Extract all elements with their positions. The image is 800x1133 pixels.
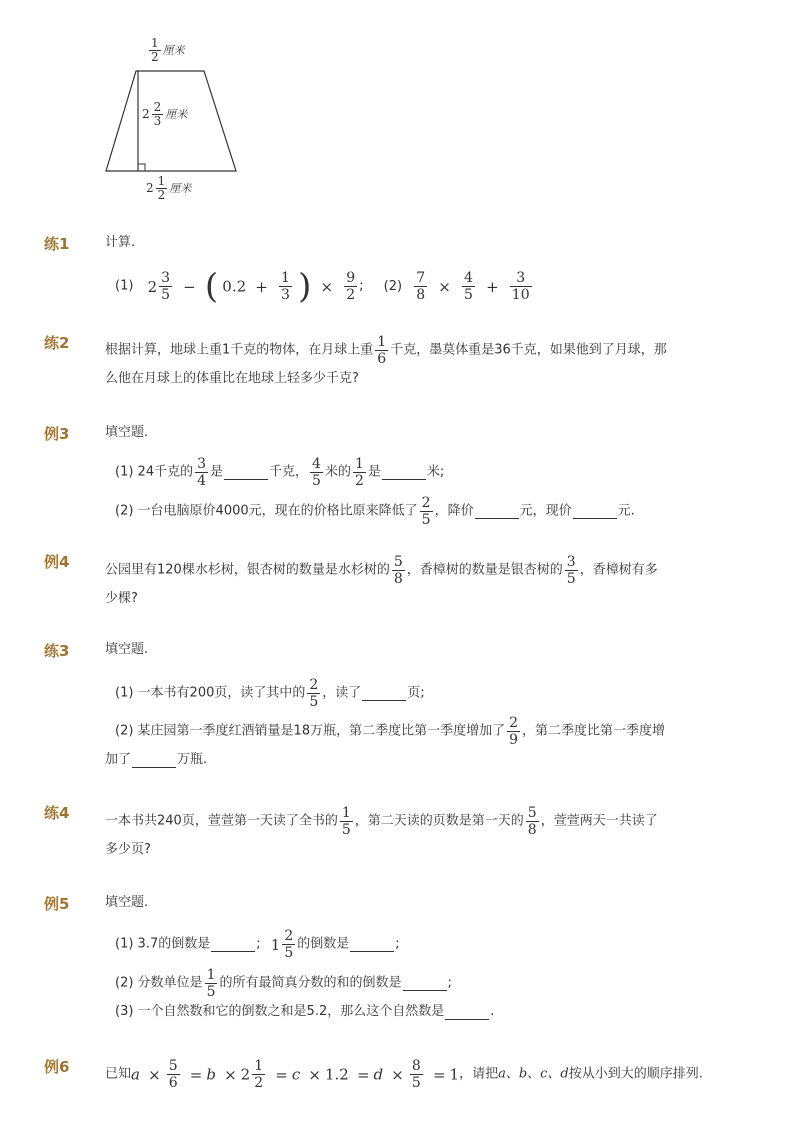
problem-text: 少棵? — [105, 591, 138, 606]
figure-bottom-label: 2 $\frac{1}{2}$ 厘米 — [146, 174, 192, 202]
problem-label: 练3 — [44, 642, 70, 660]
problem-intro: 计算. — [105, 235, 136, 250]
problem-text: 多少页? — [105, 842, 151, 857]
problem-label: 例4 — [44, 553, 70, 571]
expression-line: (1) 2 $\frac{3}{5}$ − ( 0.2 + $\frac{1}{3}$ ) × $\frac{9}{2}$ ; (2) $\frac{7}{8}$ × $\frac{4}{5}$ + $\frac{3}{10}$ — [115, 266, 530, 307]
problem-intro: 填空题. — [105, 642, 149, 657]
answer-blank[interactable] — [362, 686, 406, 701]
problem-intro: 填空题. — [105, 425, 149, 440]
fill-in-line: (3) 一个自然数和它的倒数之和是5.2，那么这个自然数是 . — [115, 1004, 495, 1019]
fill-in-line: (2) 分数单位是 $\frac{1}{5}$ 的所有最简真分数的和的倒数是 ; — [115, 967, 452, 1000]
problem-text: 根据计算，地球上重1千克的物体，在月球上重 $\frac{1}{6}$ 千克，墨莫体重是36千克，如果他到了月球，那 — [105, 334, 667, 367]
problem-intro: 填空题. — [105, 895, 149, 910]
fill-in-line: (2) 某庄园第一季度红酒销量是18万瓶，第二季度比第一季度增加了 $\frac{2}{9}$ ，第二季度比第一季度增 — [115, 715, 666, 748]
fill-in-line: (1) 3.7的倒数是 ; 1 $\frac{2}{5}$ 的倒数是 ; — [115, 928, 400, 961]
problem-text: 一本书共240页，萱萱第一天读了全书的 $\frac{1}{5}$ ，第二天读的页数是第一天的 $\frac{5}{8}$ ，萱萱两天一共读了 — [105, 805, 658, 838]
fill-in-line: (2) 一台电脑原价4000元，现在的价格比原来降低了 $\frac{2}{5}$ ，降价 元，现价 元. — [115, 495, 635, 528]
answer-blank[interactable] — [350, 937, 394, 952]
answer-blank[interactable] — [211, 937, 255, 952]
problem-text: 公园里有120棵水杉树，银杏树的数量是水杉树的 $\frac{5}{8}$ ，香樟树的数量是银杏树的 $\frac{3}{5}$ ，香樟树有多 — [105, 554, 658, 587]
problem-label: 练2 — [44, 334, 70, 352]
fill-in-line: (1) 一本书有200页，读了其中的 $\frac{2}{5}$ ，读了 页; — [115, 677, 425, 710]
answer-blank[interactable] — [475, 504, 519, 519]
problem-label: 例3 — [44, 425, 70, 443]
fill-in-line: 加了 万瓶. — [105, 752, 208, 767]
fill-in-line: (1) 24千克的 $\frac{3}{4}$ 是 千克， $\frac{4}{5}$ 米的 $\frac{1}{2}$ 是 米; — [115, 456, 445, 489]
right-angle-mark — [138, 164, 145, 171]
equation-line: 已知a × $\frac{5}{6}$ = b × 2 $\frac{1}{2}$ = c × 1.2 = d × $\frac{8}{5}$ = 1，请把a、b、c、d按从小到大的顺序排列. — [105, 1058, 703, 1091]
answer-blank[interactable] — [224, 465, 268, 480]
problem-text: 么他在月球上的体重比在地球上轻多少千克? — [105, 371, 359, 386]
answer-blank[interactable] — [132, 753, 176, 768]
figure-top-label: $\frac{1}{2}$ 厘米 — [151, 36, 185, 64]
answer-blank[interactable] — [573, 504, 617, 519]
problem-label: 练1 — [44, 235, 70, 253]
answer-blank[interactable] — [445, 1005, 489, 1020]
answer-blank[interactable] — [403, 976, 447, 991]
problem-label: 练4 — [44, 804, 70, 822]
answer-blank[interactable] — [382, 465, 426, 480]
figure-height-label: 2 $\frac{2}{3}$ 厘米 — [142, 100, 188, 128]
problem-label: 例6 — [44, 1058, 70, 1076]
problem-label: 例5 — [44, 895, 70, 913]
